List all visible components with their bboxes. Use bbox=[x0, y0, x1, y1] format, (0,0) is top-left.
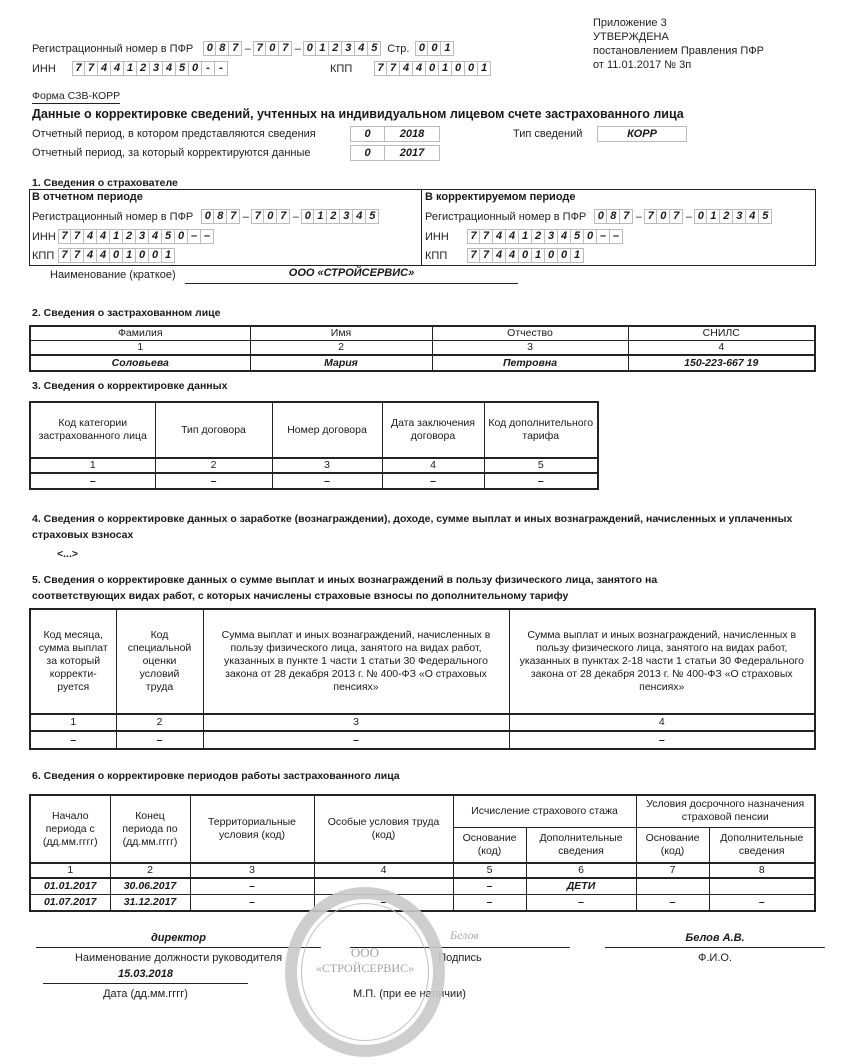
header-inn-row bbox=[32, 61, 228, 76]
section1-right-reg-row: Регистрационный номер в ПФР 0 8 7 – 7 0 7 – 0 1 2 3 4 5 bbox=[425, 209, 772, 224]
section6-table: Начало периода с (дд.мм.гггг) Конец периода по (дд.мм.гггг) Территориальные условия (код) Особые условия труда (код) Исчисление страхового стажа Условия досрочного назначения страховой пенсии Основание (код) Дополнительные сведения Основание (код) Дополнительные сведения 1 2 3 4 5 6 7 8 01.01.2017 30.06.2017 – – ДЕТИ 01.07.2017 31.12.2017 – – – – – – bbox=[29, 794, 816, 912]
appendix-resolution: постановлением Правления ПФР bbox=[593, 45, 764, 57]
col-header-name: Имя bbox=[250, 326, 432, 341]
fio-value[interactable]: Белов А.В. bbox=[685, 932, 745, 944]
section1-title: 1. Сведения о страхователе bbox=[32, 177, 178, 189]
appendix-date: от 11.01.2017 № 3п bbox=[593, 59, 692, 71]
table-row bbox=[30, 355, 815, 371]
right-reg-part2-field[interactable]: 7 0 7 bbox=[644, 209, 683, 224]
position-value[interactable]: директор bbox=[150, 932, 206, 944]
fio-label: Ф.И.О. bbox=[698, 952, 732, 964]
surname-value[interactable]: Соловьева bbox=[30, 355, 250, 371]
section6-title: 6. Сведения о корректировке периодов работы застрахованного лица bbox=[32, 770, 400, 782]
section1-left-inn-row: ИНН 7 7 4 4 1 2 3 4 5 0 – – bbox=[32, 229, 214, 244]
name-value[interactable]: Мария bbox=[250, 355, 432, 371]
right-kpp-field[interactable]: 7 7 4 4 0 1 0 0 1 bbox=[467, 248, 584, 263]
inn-label: ИНН bbox=[32, 62, 56, 75]
company-stamp: ООО «СТРОЙСЕРВИС» bbox=[285, 887, 445, 1057]
left-kpp-field[interactable]: 7 7 4 4 0 1 0 0 1 bbox=[58, 248, 175, 263]
short-name-field[interactable]: ООО «СТРОЙСЕРВИС» bbox=[185, 267, 518, 284]
section2-title: 2. Сведения о застрахованном лице bbox=[32, 307, 221, 319]
type-row: Тип сведений КОРР bbox=[513, 126, 687, 142]
section5-table: Код месяца, сумма выплат за который корректи-руется Код специальной оценки условий труда Сумма выплат и иных вознаграждений, начисленных в пользу физического лица, занятого на видах работ, указанных в пункте 1 части 1 статьи 30 Федерального закона от 28 декабря 2013 г. № 400-ФЗ «О страховых пенсиях» Сумма выплат и иных вознаграждений, начисленных в пользу физического лица, занятого на видах работ, указанных в пунктах 2-18 части 1 статьи 30 Федерального закона от 28 декабря 2013 г. № 400-ФЗ «О страховых пенсиях» 1 2 3 4 – – – – bbox=[29, 608, 816, 750]
section1-right-kpp-row: КПП 7 7 4 4 0 1 0 0 1 bbox=[425, 248, 584, 263]
reg-part1-field[interactable]: 0 8 7 bbox=[203, 41, 242, 56]
left-reg-part3-field[interactable]: 0 1 2 3 4 5 bbox=[301, 209, 379, 224]
header-kpp-row bbox=[330, 61, 491, 76]
section1-left-reg-row: Регистрационный номер в ПФР 0 8 7 – 7 0 7 – 0 1 2 3 4 5 bbox=[32, 209, 379, 224]
left-inn-field[interactable]: 7 7 4 4 1 2 3 4 5 0 – – bbox=[58, 229, 214, 244]
form-name: Форма СЗВ-КОРР bbox=[32, 90, 121, 102]
stamp-label: М.П. (при ее наличии) bbox=[353, 988, 466, 1000]
corrected-period-field[interactable]: 0 2017 bbox=[350, 145, 440, 161]
col-header-snils: СНИЛС bbox=[628, 326, 815, 341]
reg-part2-field[interactable]: 7 0 7 bbox=[253, 41, 292, 56]
kpp-field[interactable]: 7 7 4 4 0 1 0 0 1 bbox=[374, 61, 491, 76]
section1-right-inn-row: ИНН 7 7 4 4 1 2 3 4 5 0 – – bbox=[425, 229, 623, 244]
position-label: Наименование должности руководителя bbox=[74, 952, 283, 964]
table-row: 01.01.2017 30.06.2017 – – ДЕТИ bbox=[30, 878, 815, 894]
right-reg-part1-field[interactable]: 0 8 7 bbox=[594, 209, 633, 224]
table-row: 01.07.2017 31.12.2017 – – – – – – bbox=[30, 894, 815, 911]
reg-label: Регистрационный номер в ПФР bbox=[32, 42, 194, 55]
right-inn-field[interactable]: 7 7 4 4 1 2 3 4 5 0 – – bbox=[467, 229, 623, 244]
col-header-surname: Фамилия bbox=[30, 326, 250, 341]
reporting-period-row: Отчетный период, в котором представляются сведения 0 2018 bbox=[32, 126, 440, 142]
appendix-number: Приложение 3 bbox=[593, 17, 667, 29]
page-title: Данные о корректировке сведений, учтенных на индивидуальном лицевом счете застрахованного лица bbox=[32, 107, 684, 121]
appendix-approved: УТВЕРЖДЕНА bbox=[593, 31, 669, 43]
section5-title: 5. Сведения о корректировке данных о сумме выплат и иных вознаграждений в пользу физического лица, занятого на соответствующих видах работ, с которых начислены страховые взносы по дополнительному тарифу bbox=[32, 574, 658, 602]
kpp-label: КПП bbox=[330, 62, 353, 75]
signature-scribble: Белов bbox=[450, 928, 479, 942]
section3-table: Код категории застрахованного лица Тип договора Номер договора Дата заключения договора Код дополнительного тарифа 1 2 3 4 5 – – – – – bbox=[29, 401, 599, 490]
section2-table: Фамилия Имя Отчество СНИЛС 1 2 3 4 Соловьева Мария Петровна 150-223-667 19 bbox=[29, 325, 816, 372]
appendix-block bbox=[593, 16, 764, 72]
corrected-period-row: Отчетный период, за который корректируются данные 0 2017 bbox=[32, 145, 440, 161]
snils-value[interactable]: 150-223-667 19 bbox=[628, 355, 815, 371]
section1-left-kpp-row: КПП 7 7 4 4 0 1 0 0 1 bbox=[32, 248, 175, 263]
date-value[interactable]: 15.03.2018 bbox=[117, 968, 174, 980]
table-row: – – – – – bbox=[30, 473, 598, 489]
page-label: Стр. bbox=[387, 42, 410, 55]
signature-label: Подпись bbox=[438, 952, 482, 964]
patronymic-value[interactable]: Петровна bbox=[432, 355, 628, 371]
section1-left-heading: В отчетном периоде bbox=[32, 191, 143, 203]
header-reg-row: Регистрационный номер в ПФР 0 8 7 – 7 0 7 – 0 1 2 3 4 5 Стр. 0 0 1 bbox=[32, 41, 454, 56]
right-reg-part3-field[interactable]: 0 1 2 3 4 5 bbox=[694, 209, 772, 224]
section3-title: 3. Сведения о корректировке данных bbox=[32, 380, 228, 392]
left-reg-part2-field[interactable]: 7 0 7 bbox=[251, 209, 290, 224]
short-name-label: Наименование (краткое) bbox=[50, 269, 176, 281]
left-reg-part1-field[interactable]: 0 8 7 bbox=[201, 209, 240, 224]
section4-ellipsis: <...> bbox=[57, 548, 79, 560]
section4-title: 4. Сведения о корректировке данных о заработке (вознаграждении), доходе, сумме выплат и иных вознаграждений, начисленных и уплаченных страховых взносах bbox=[32, 513, 793, 541]
reporting-period-field[interactable]: 0 2018 bbox=[350, 126, 440, 142]
date-label: Дата (дд.мм.гггг) bbox=[103, 988, 188, 1000]
table-row: – – – – bbox=[30, 731, 815, 749]
inn-field[interactable]: 7 7 4 4 1 2 3 4 5 0 - - bbox=[72, 61, 228, 76]
page-field[interactable]: 0 0 1 bbox=[415, 41, 454, 56]
reg-part3-field[interactable]: 0 1 2 3 4 5 bbox=[303, 41, 381, 56]
col-header-patronymic: Отчество bbox=[432, 326, 628, 341]
type-field[interactable]: КОРР bbox=[597, 126, 687, 142]
section1-right-heading: В корректируемом периоде bbox=[425, 191, 576, 203]
